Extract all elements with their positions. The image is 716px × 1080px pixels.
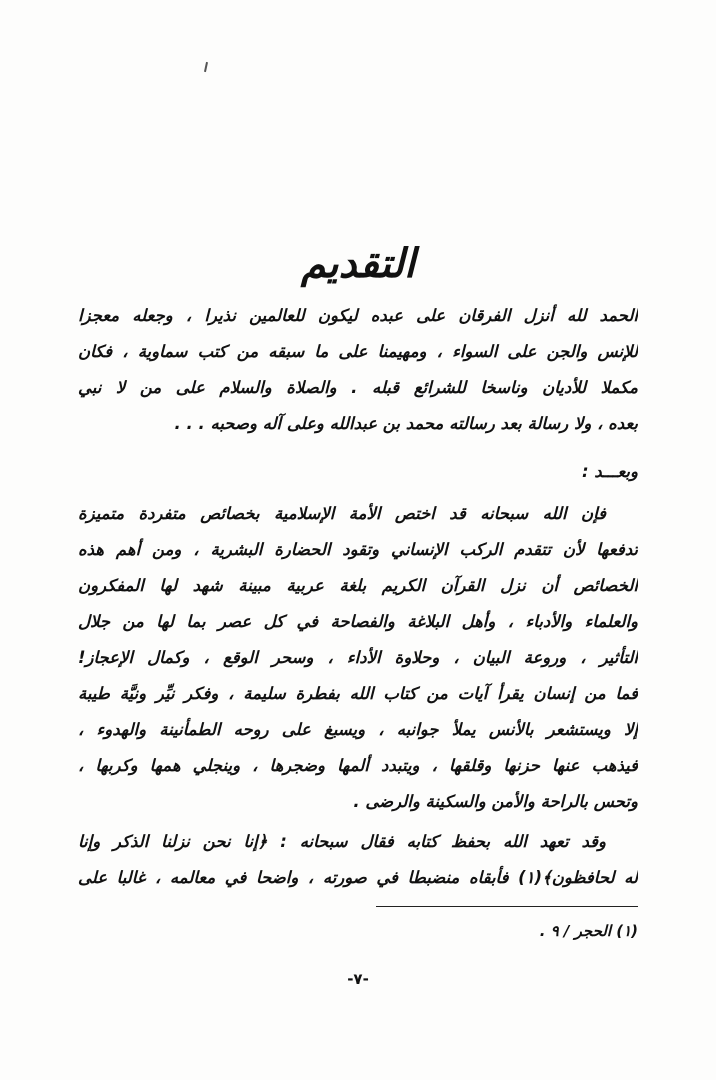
text-line: فإن الله سبحانه قد اختص الأمة الإسلامية بخصائص متفردة متميزة: [78, 504, 606, 523]
text-line: تدفعها لأن تتقدم الركب الإنساني وتقود الحضارة البشرية ، ومن أهم هذه: [78, 540, 638, 559]
text-line: إلا ويستشعر بالأنس يملأ جوانبه ، ويسبغ على روحه الطمأنينة والهدوء ،: [78, 720, 638, 739]
text-line: فما من إنسان يقرأ آيات من كتاب الله بفطرة سليمة ، وفكر نيِّر ونيَّة طيبة: [78, 684, 638, 703]
text-line: الحمد لله أنزل الفرقان على عبده ليكون للعالمين نذيرا ، وجعله معجزا: [78, 306, 638, 325]
text-line: الخصائص أن نزل القرآن الكريم بلغة عربية مبينة شهد لها المفكرون: [78, 576, 638, 595]
footnote: (١) الحجر / ٩ .: [539, 922, 638, 940]
paragraph-main: [78, 496, 638, 820]
text-line: بعده ، ولا رسالة بعد رسالته محمد بن عبدالله وعلى آله وصحبه . . .: [174, 414, 638, 433]
text-line: وبعـــد :: [581, 462, 638, 481]
stray-mark: [204, 62, 208, 72]
text-line: وقد تعهد الله بحفظ كتابه فقال سبحانه : ﴿إنا نحن نزلنا الذكر وإنا: [78, 832, 606, 851]
paragraph-preservation: [78, 824, 638, 896]
text-line: له لحافظون﴾(١) فأبقاه منضبطا في صورته ، واضحا في معالمه ، غالبا على: [78, 868, 638, 887]
text-line: والعلماء والأدباء ، وأهل البلاغة والفصاحة في كل عصر بما لها من جلال: [78, 612, 638, 631]
page-number: -٧-: [347, 970, 369, 988]
text-line: فيذهب عنها حزنها وقلقها ، ويتبدد ألمها وضجرها ، وينجلي همها وكربها ،: [78, 756, 638, 775]
chapter-title: التقديم: [300, 240, 416, 287]
text-line: مكملا للأديان وناسخا للشرائع قبله . والصلاة والسلام على من لا نبي: [78, 378, 638, 397]
footnote-divider: [376, 906, 638, 907]
paragraph-transition: [78, 454, 638, 490]
paragraph-opening: [78, 298, 638, 442]
text-line: التأثير ، وروعة البيان ، وحلاوة الأداء ، وسحر الوقع ، وكمال الإعجاز!: [78, 648, 638, 667]
text-line: للإنس والجن على السواء ، ومهيمنا على ما سبقه من كتب سماوية ، فكان: [78, 342, 638, 361]
text-line: وتحس بالراحة والأمن والسكينة والرضى .: [353, 792, 638, 811]
